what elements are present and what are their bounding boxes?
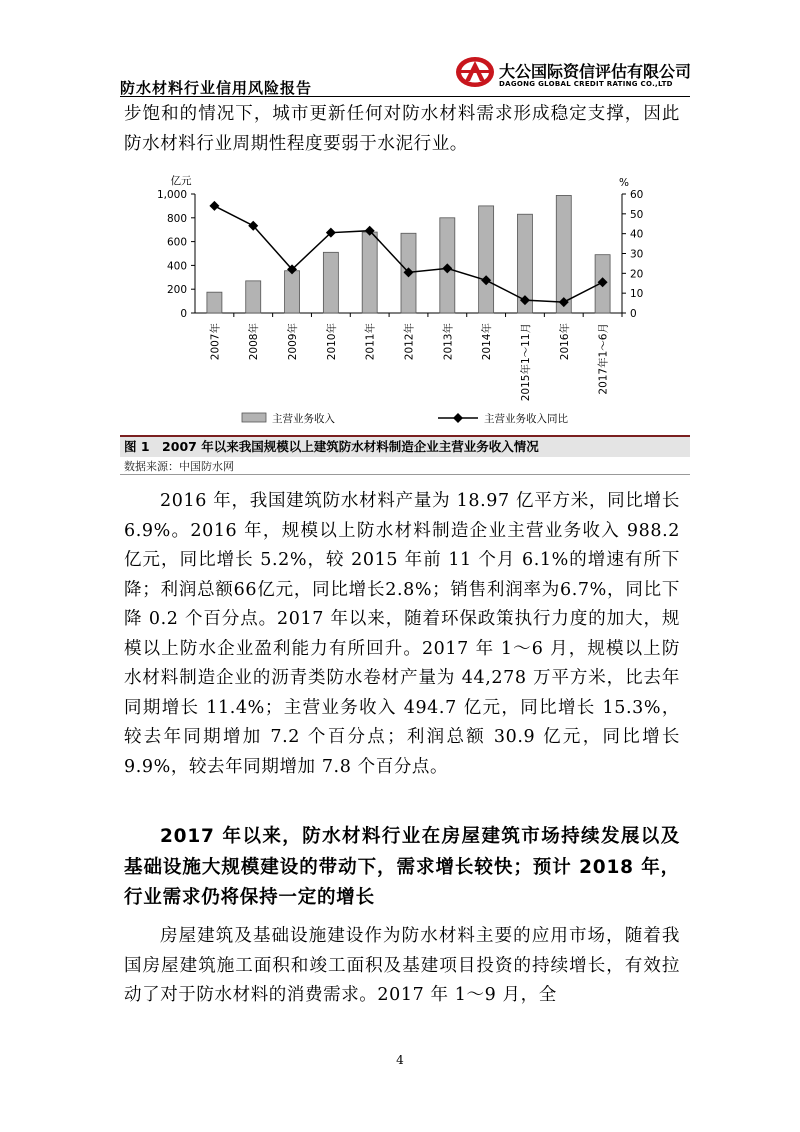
paragraph-3: 房屋建筑及基础设施建设作为防水材料主要的应用市场，随着我国房屋建筑施工面积和竣工面积及基建项目投资的持续增长，有效拉动了对于防水材料的消费需求。2017 年 1～9 月，全 [124, 926, 680, 1005]
yoy-point [209, 201, 219, 211]
bar [285, 271, 300, 313]
report-title: 防水材料行业信用风险报告 [120, 79, 313, 97]
paragraph-1: 步饱和的情况下，城市更新任何对防水材料需求形成稳定支撑，因此防水材料行业周期性程度要弱于水泥行业。 [124, 104, 680, 154]
paragraph-2: 2016 年，我国建筑防水材料产量为 18.97 亿平方米，同比增长 6.9%。2016 年，规模以上防水材料制造企业主营业务收入 988.2 亿元，同比增长 5.2%，较 2015 年前 11 个月 6.1%的增速有所下降；利润总额66亿元，同比增长2.8%；销售利润率为6.7%，同比下降 0.2 个百分点。2017 年以来，随着环保政策执行力度的加大，规模以上防水企业盈利能力有所回升。2017 年 1～6 月，规模以上防水材料制造企业的沥青类防水卷材产量为 44,278 万平方米，比去年同期增长 11.4%；主营业务收入 494.7 亿元，同比增长 15.3%，较去年同期增加 7.2 个百分点；利润总额 30.9 亿元，同比增长 9.9%，较去年同期增加 7.8 个百分点。 [124, 491, 680, 777]
bar [479, 206, 494, 313]
right-tick-label: 20 [630, 268, 644, 281]
right-tick-label: 60 [630, 189, 644, 201]
figure-caption: 图 1 2007 年以来我国规模以上建筑防水材料制造企业主营业务收入情况 [124, 439, 539, 454]
right-tick-label: 50 [630, 208, 644, 221]
category-label: 2013年 [442, 323, 455, 361]
legend-bar-label: 主营业务收入 [272, 413, 335, 425]
left-tick-label: 800 [166, 212, 187, 225]
logo-en-text: DAGONG GLOBAL CREDIT RATING CO.,LTD [499, 80, 673, 88]
page-number: 4 [396, 1053, 404, 1067]
header-rule [120, 96, 690, 97]
right-tick-label: 30 [630, 248, 644, 261]
bar [207, 292, 222, 313]
right-axis-unit: % [619, 177, 629, 189]
source-rule [120, 474, 690, 475]
revenue-chart [120, 170, 690, 435]
category-label: 2015年1～11月 [519, 323, 532, 402]
bar [246, 281, 261, 313]
left-tick-label: 600 [166, 236, 187, 249]
right-tick-label: 10 [630, 288, 644, 301]
legend-bar-swatch [242, 413, 266, 422]
legend-line-label: 主营业务收入同比 [484, 413, 568, 425]
left-tick-label: 0 [180, 308, 187, 320]
category-label: 2016年 [558, 323, 571, 361]
left-tick-label: 400 [166, 260, 187, 273]
left-tick-label: 1,000 [156, 189, 187, 201]
bar [556, 195, 571, 313]
right-tick-label: 40 [630, 228, 644, 241]
left-axis-unit: 亿元 [170, 175, 192, 187]
category-label: 2017年1～6月 [597, 323, 610, 395]
left-tick-label: 200 [166, 284, 187, 297]
section-heading: 2017 年以来，防水材料行业在房屋建筑市场持续发展以及基础设施大规模建设的带动下，需求增长较快；预计 2018 年，行业需求仍将保持一定的增长 [124, 826, 680, 908]
category-label: 2010年 [325, 323, 338, 361]
category-label: 2012年 [403, 323, 416, 361]
category-label: 2009年 [287, 323, 300, 361]
bar [323, 252, 338, 313]
company-logo [455, 55, 690, 95]
right-tick-label: 0 [630, 308, 637, 320]
category-label: 2011年 [364, 323, 377, 361]
logo-cn-text: 大公国际资信评估有限公司 [499, 62, 692, 81]
figure-source: 数据来源：中国防水网 [124, 460, 234, 473]
bar [362, 232, 377, 313]
legend-line-marker [453, 413, 463, 423]
category-label: 2007年 [209, 323, 222, 361]
dagong-logo-icon [455, 55, 495, 89]
category-label: 2008年 [248, 323, 261, 361]
category-label: 2014年 [481, 323, 494, 361]
